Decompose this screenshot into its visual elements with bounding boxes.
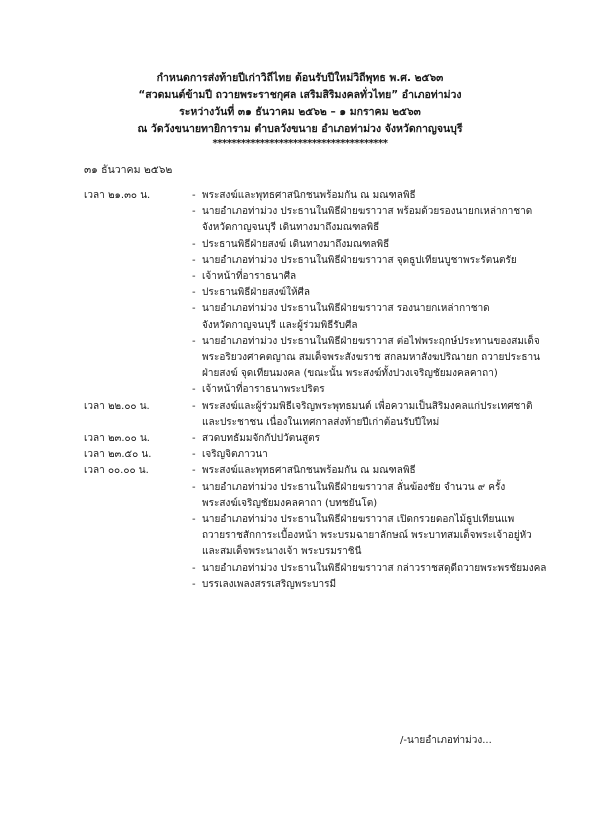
schedule-item-text <box>202 577 546 593</box>
header-venue-line: ณ วัดวังขนายทายิการาม ตำบลวังขนาย อำเภอท่าม่วง จังหวัดกาญจนบุรี <box>137 123 463 135</box>
schedule-items <box>192 447 524 463</box>
header-title-line: กำหนดการส่งท้ายปีเก่าวิถีไทย ต้อนรับปีใหม่วิถีพุทธ พ.ศ. ๒๕๖๓ <box>156 72 444 84</box>
schedule-item-line: พระสงฆ์และผู้ร่วมพิธีเจริญพระพุทธมนต์ เพื่อความเป็นสิริมงคลแก่ประเทศชาติ <box>202 400 533 412</box>
bullet-dash: - <box>192 254 196 266</box>
schedule-item <box>192 447 524 463</box>
schedule-item-text <box>202 431 524 447</box>
header-divider-stars: ************************************* <box>212 138 388 149</box>
schedule-item <box>192 577 546 593</box>
bullet-dash: - <box>192 303 196 315</box>
schedule-item <box>192 480 546 512</box>
schedule-item-line: นายอำเภอท่าม่วง ประธานในพิธีฝ่ายฆราวาส พร้อมด้วยรองนายกเหล่ากาชาด <box>202 206 533 218</box>
schedule-item <box>192 237 540 253</box>
schedule-time: เวลา ๒๓.๐๐ น. <box>84 433 150 445</box>
schedule-item <box>192 399 532 431</box>
bullet-dash: - <box>192 384 196 396</box>
schedule-item-line: นายอำเภอท่าม่วง ประธานในพิธีฝ่ายฆราวาส จุดธูปเทียนบูชาพระรัตนตรัย <box>202 254 517 266</box>
schedule-time-block <box>84 431 524 447</box>
schedule-items <box>192 399 532 431</box>
schedule-item-text <box>202 334 540 383</box>
schedule-item-line: นายอำเภอท่าม่วง ประธานในพิธีฝ่ายฆราวาส กล่าวราชสดุดีถวายพระพรชัยมงคล <box>202 562 547 574</box>
schedule-item-text <box>202 301 540 333</box>
schedule-time-block <box>84 447 524 463</box>
schedule-item-text <box>202 382 540 398</box>
bullet-dash: - <box>192 465 196 477</box>
schedule-item-text <box>202 480 546 512</box>
schedule-item-line: ถวายราชสักการะเบื้องหน้า พระบรมฉายาลักษณ์ พระบาทสมเด็จพระเจ้าอยู่หัว <box>202 530 532 542</box>
schedule-item-text <box>202 253 540 269</box>
continuation-note: /-นายอำเภอท่าม่วง... <box>400 735 492 746</box>
schedule-item-line: เจ้าหน้าที่อาราธนาศีล <box>202 271 297 283</box>
bullet-dash: - <box>192 271 196 283</box>
schedule-item-line: ประธานพิธีฝ่ายสงฆ์ให้ศีล <box>202 287 311 299</box>
schedule-item-line: จังหวัดกาญจนบุรี เดินทางมาถึงมณฑลพิธี <box>202 222 380 234</box>
schedule-item <box>192 301 540 333</box>
schedule-item-line: สวดบทธัมมจักกัปปวัตนสูตร <box>202 433 321 445</box>
schedule-item-line: เจริญจิตภาวนา <box>202 449 268 461</box>
schedule-item-line: และสมเด็จพระนางเจ้า พระบรมราชินี <box>202 546 362 558</box>
header-date-range-line: ระหว่างวันที่ ๓๑ ธันวาคม ๒๕๖๒ – ๑ มกราคม ๒๕๖๓ <box>179 106 421 118</box>
schedule-time-block <box>84 188 540 399</box>
bullet-dash: - <box>192 335 196 347</box>
bullet-dash: - <box>192 481 196 493</box>
schedule-time-block <box>84 463 547 593</box>
schedule-item <box>192 253 540 269</box>
schedule-item <box>192 204 540 236</box>
schedule-item-line: นายอำเภอท่าม่วง ประธานในพิธีฝ่ายฆราวาส ลั่นฆ้องชัย จำนวน ๙ ครั้ง <box>202 481 506 493</box>
bullet-dash: - <box>192 190 196 201</box>
schedule-item-line: พระสงฆ์และพุทธศาสนิกชนพร้อมกัน ณ มณฑลพิธี <box>202 190 416 201</box>
bullet-dash: - <box>192 433 196 445</box>
schedule-item-line: บรรเลงเพลงสรรเสริญพระบารมี <box>202 578 337 590</box>
schedule-item <box>192 561 546 577</box>
bullet-dash: - <box>192 514 196 526</box>
schedule-item-line: นายอำเภอท่าม่วง ประธานในพิธีฝ่ายฆราวาส ต่อไฟพระฤกษ์ประทานของสมเด็จ <box>202 335 540 347</box>
schedule-time: เวลา ๒๑.๓๐ น. <box>84 190 151 201</box>
schedule-item-text <box>202 512 546 561</box>
bullet-dash: - <box>192 287 196 299</box>
schedule-item-line: พระอริยวงศาคตญาณ สมเด็จพระสังฆราช สกลมหาสังฆปริณายก ถวายประธาน <box>202 352 540 364</box>
schedule-item-line: พระสงฆ์และพุทธศาสนิกชนพร้อมกัน ณ มณฑลพิธี <box>202 465 416 477</box>
schedule-item-line: จังหวัดกาญจนบุรี และผู้ร่วมพิธีรับศีล <box>202 319 358 331</box>
schedule-items <box>192 431 524 447</box>
bullet-dash: - <box>192 238 196 250</box>
bullet-dash: - <box>192 400 196 412</box>
schedule-item-line: เจ้าหน้าที่อาราธนาพระปริตร <box>202 384 325 396</box>
schedule-item-text <box>202 285 540 301</box>
schedule-item <box>192 382 540 398</box>
schedule-item-line: ฝ่ายสงฆ์ จุดเทียนมงคล (ขณะนั้น พระสงฆ์ทั้งปวงเจริญชัยมงคลคาถา) <box>202 368 498 380</box>
bullet-dash: - <box>192 578 196 590</box>
schedule-item <box>192 285 540 301</box>
schedule-item-line: นายอำเภอท่าม่วง ประธานในพิธีฝ่ายฆราวาส รองนายกเหล่ากาชาด <box>202 303 490 315</box>
schedule-item <box>192 334 540 383</box>
document-header <box>0 70 600 150</box>
schedule-time: เวลา ๐๐.๐๐ น. <box>84 465 149 477</box>
schedule-list <box>84 188 547 593</box>
schedule-items <box>192 188 540 399</box>
schedule-item-text <box>202 463 546 479</box>
schedule-item-text <box>202 447 524 463</box>
schedule-item-text <box>202 204 540 236</box>
schedule-item-text <box>202 188 540 204</box>
schedule-item-line: นายอำเภอท่าม่วง ประธานในพิธีฝ่ายฆราวาส เปิดกรวยดอกไม้ธูปเทียนแพ <box>202 514 515 526</box>
header-subtitle-line: “สวดมนต์ข้ามปี ถวายพระราชกุศล เสริมสิริมงคลทั่วไทย” อำเภอท่าม่วง <box>138 89 462 101</box>
schedule-item-line: ประธานพิธีฝ่ายสงฆ์ เดินทางมาถึงมณฑลพิธี <box>202 238 390 250</box>
schedule-item-text <box>202 269 540 285</box>
schedule-item-line: พระสงฆ์เจริญชัยมงคลคาถา (บทชยันโต) <box>202 497 378 509</box>
schedule-item <box>192 431 524 447</box>
schedule-item <box>192 188 540 204</box>
schedule-time: เวลา ๒๓.๕๐ น. <box>84 449 152 461</box>
bullet-dash: - <box>192 449 196 461</box>
schedule-item-text <box>202 237 540 253</box>
schedule-items <box>192 463 546 593</box>
schedule-date-heading: ๓๑ ธันวาคม ๒๕๖๒ <box>84 164 173 176</box>
schedule-item <box>192 512 546 561</box>
schedule-item-text <box>202 399 532 431</box>
schedule-time-block <box>84 399 533 431</box>
bullet-dash: - <box>192 562 196 574</box>
schedule-time: เวลา ๒๒.๐๐ น. <box>84 400 150 412</box>
schedule-item <box>192 269 540 285</box>
schedule-item-text <box>202 561 546 577</box>
schedule-item <box>192 463 546 479</box>
schedule-item-line: และประชาชน เนื่องในเทศกาลส่งท้ายปีเก่าต้อนรับปีใหม่ <box>202 416 440 428</box>
bullet-dash: - <box>192 206 196 218</box>
